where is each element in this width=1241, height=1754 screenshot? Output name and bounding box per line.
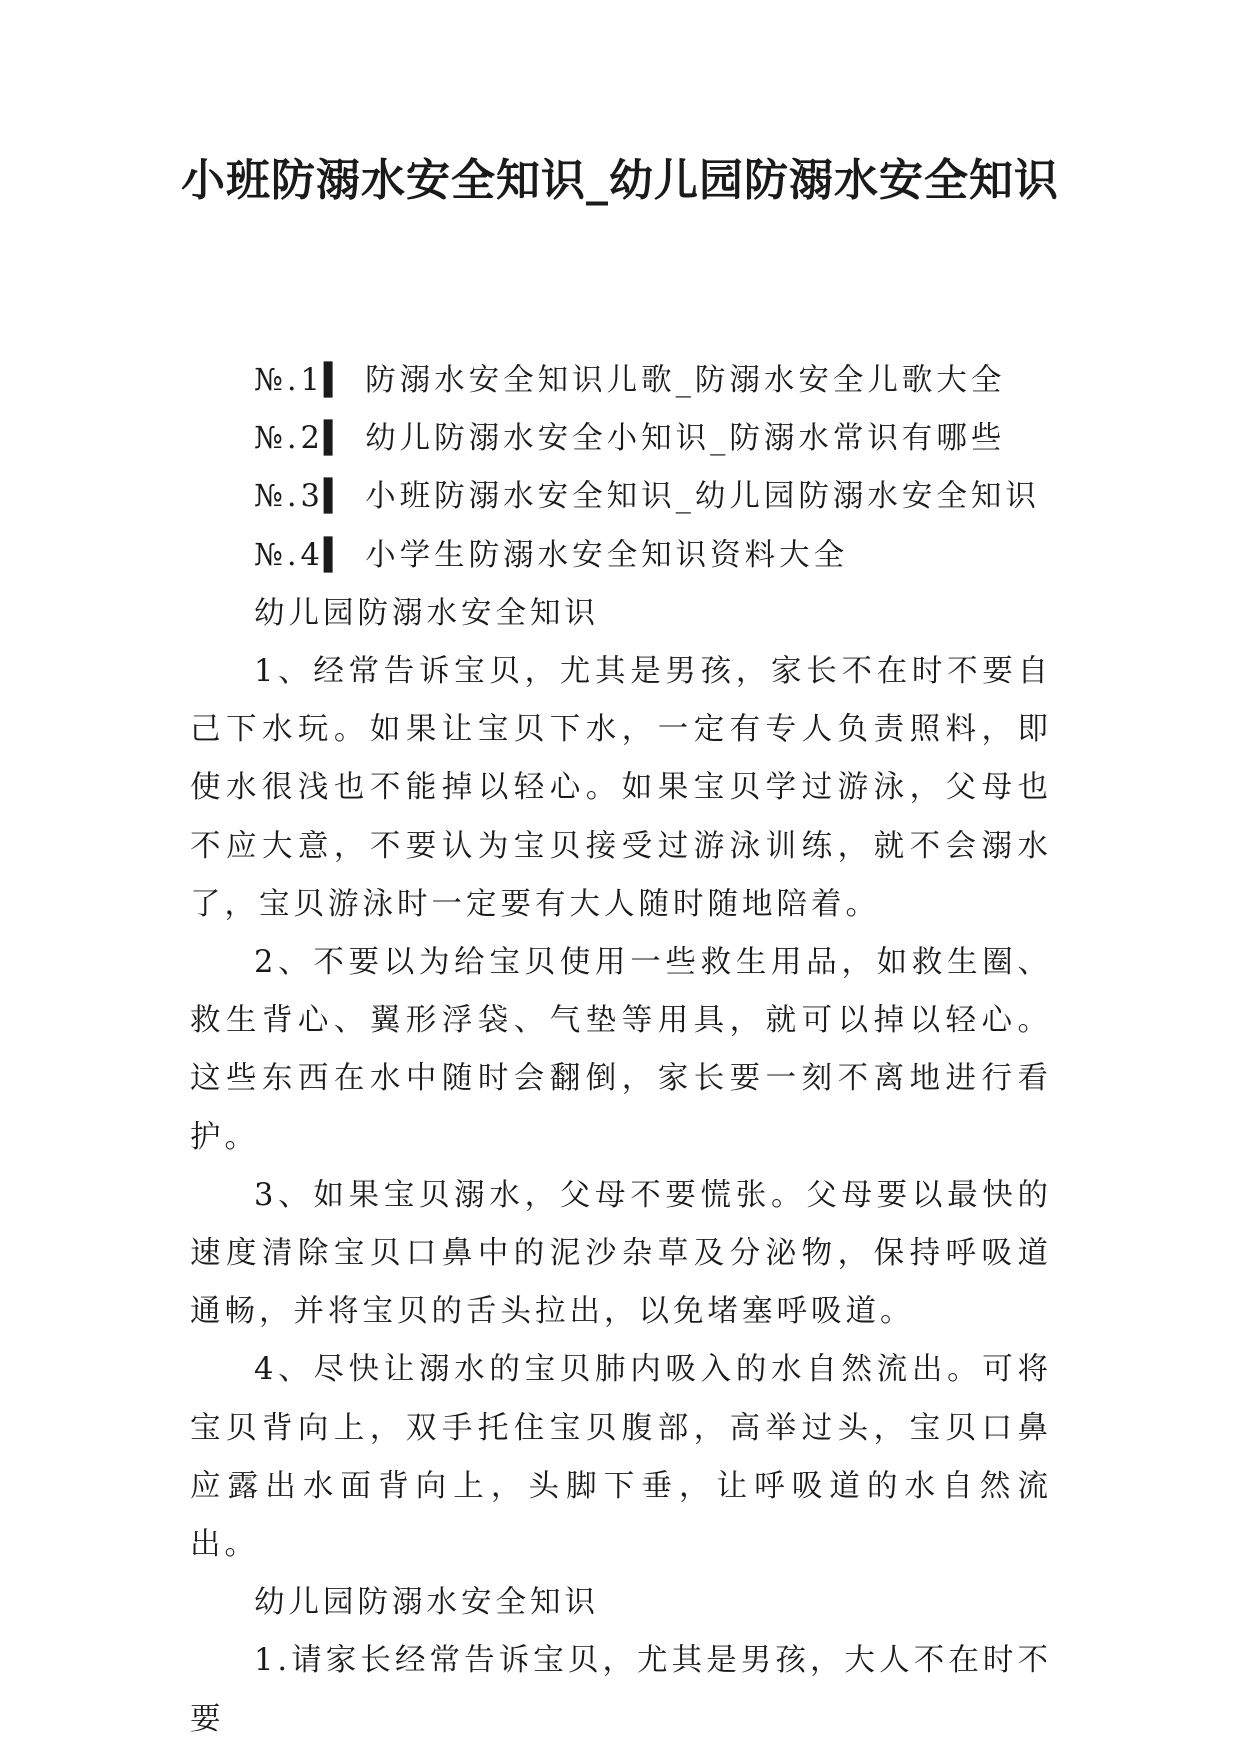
paragraph: 1、经常告诉宝贝，尤其是男孩，家长不在时不要自己下水玩。如果让宝贝下水，一定有专人负责照料，即使水很浅也不能掉以轻心。如果宝贝学过游泳，父母也不应大意，不要认为宝贝接受过游泳训练，就不会溺水了，宝贝游泳时一定要有大人随时随地陪着。 (190, 654, 1052, 922)
toc-text: 小班防溺水安全知识_幼儿园防溺水安全知识 (365, 479, 1040, 515)
toc-text: 小学生防溺水安全知识资料大全 (365, 537, 849, 573)
toc-item (190, 468, 1052, 526)
paragraph: 3、如果宝贝溺水，父母不要慌张。父母要以最快的速度清除宝贝口鼻中的泥沙杂草及分泌物，保持呼吸道通畅，并将宝贝的舌头拉出，以免堵塞呼吸道。 (190, 1177, 1052, 1330)
toc-item (190, 527, 1052, 585)
section-heading: 幼儿园防溺水安全知识 (254, 595, 599, 631)
document-title: 小班防溺水安全知识_幼儿园防溺水安全知识 (181, 155, 1059, 206)
toc-number: №.3▍ (254, 479, 352, 515)
toc-text: 防溺水安全知识儿歌_防溺水安全儿歌大全 (365, 363, 1006, 398)
toc-number: №.4▍ (254, 537, 352, 573)
toc-text: 幼儿防溺水安全小知识_防溺水常识有哪些 (365, 421, 1006, 457)
toc-number: №.2▍ (254, 421, 352, 457)
toc-item (190, 410, 1052, 468)
paragraph: 4、尽快让溺水的宝贝肺内吸入的水自然流出。可将宝贝背向上，双手托住宝贝腹部，高举过头，宝贝口鼻应露出水面背向上，头脚下垂，让呼吸道的水自然流出。 (190, 1352, 1052, 1563)
paragraph: 2、不要以为给宝贝使用一些救生用品，如救生圈、救生背心、翼形浮袋、气垫等用具，就可以掉以轻心。这些东西在水中随时会翻倒，家长要一刻不离地进行看护。 (190, 945, 1052, 1155)
section-heading: 幼儿园防溺水安全知识 (254, 1585, 599, 1621)
toc-number: №.1▍ (254, 363, 352, 398)
paragraph: 1.请家长经常告诉宝贝，尤其是男孩，大人不在时不要 (190, 1643, 1052, 1737)
document-body (190, 352, 1052, 1749)
toc-item (190, 352, 1052, 410)
